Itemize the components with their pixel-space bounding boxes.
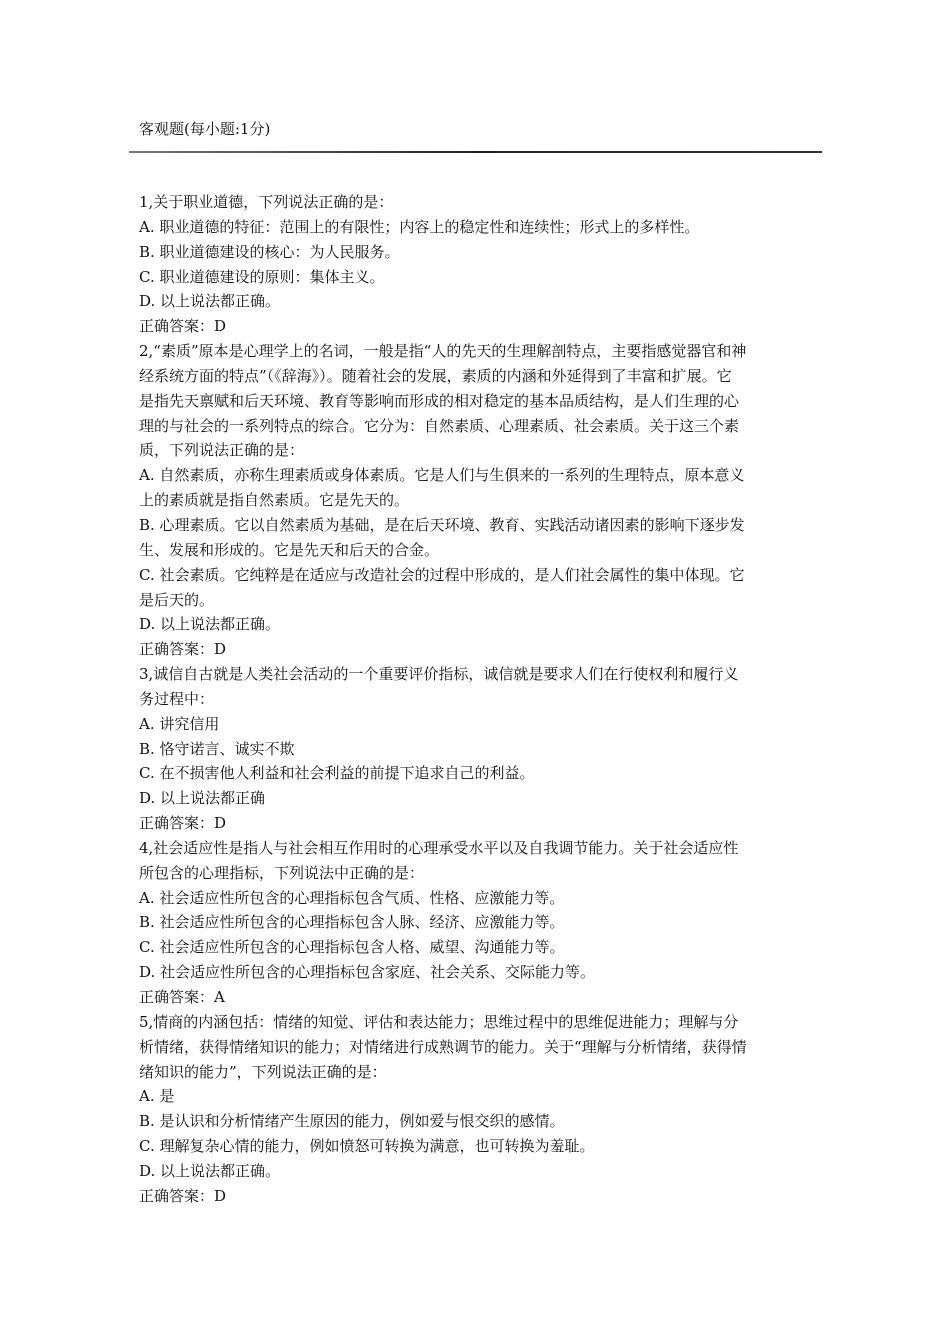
answer-option-line: D. 社会适应性所包含的心理指标包含家庭、社会关系、交际能力等。: [139, 963, 596, 982]
question-stem-line: 理的与社会的一系列特点的综合。它分为：自然素质、心理素质、社会素质。关于这三个素: [139, 416, 740, 435]
answer-option-line: A. 社会适应性所包含的心理指标包含气质、性格、应激能力等。: [139, 888, 565, 907]
question-stem-line: 2,“素质”原本是心理学上的名词，一般是指“人的先天的生理解剖特点，主要指感觉器官和神: [139, 342, 747, 361]
question-stem-line: 质，下列说法正确的是：: [139, 441, 305, 460]
correct-answer: 正确答案：D: [139, 814, 227, 833]
answer-option-line: A. 是: [139, 1087, 175, 1106]
answer-option-line: A. 自然素质，亦称生理素质或身体素质。它是人们与生俱来的一系列的生理特点，原本意义: [139, 466, 745, 485]
answer-option: [139, 761, 819, 786]
answer-option-line: B. 职业道德建设的核心：为人民服务。: [139, 242, 400, 261]
answer-option: [139, 786, 819, 811]
question-item: [139, 190, 819, 339]
answer-option-line: C. 理解复杂心情的能力，例如愤怒可转换为满意，也可转换为羞耻。: [139, 1137, 595, 1156]
question-stem-line: 所包含的心理指标，下列说法中正确的是：: [139, 863, 425, 882]
question-stem-line: 绪知识的能力”，下列说法正确的是：: [139, 1062, 387, 1081]
question-item: [139, 836, 819, 1010]
answer-option: [139, 240, 819, 265]
section-title: 客观题(每小题:1分): [139, 120, 271, 138]
answer-option-line: D. 以上说法都正确。: [139, 292, 281, 311]
question-item: [139, 662, 819, 836]
correct-answer: 正确答案：A: [139, 988, 225, 1006]
correct-answer: 正确答案：D: [139, 1186, 227, 1205]
correct-answer: 正确答案：D: [139, 640, 227, 659]
answer-option: [139, 1134, 819, 1159]
question-item: [139, 339, 819, 662]
question-stem-line: 务过程中：: [139, 689, 215, 708]
answer-option-line: B. 是认识和分析情绪产生原因的能力，例如爱与恨交织的感情。: [139, 1112, 565, 1131]
answer-option-line: C. 职业道德建设的原则：集体主义。: [139, 267, 385, 286]
answer-option: [139, 1159, 819, 1184]
answer-option: [139, 1084, 819, 1109]
answer-option: [139, 1109, 819, 1134]
answer-option-line: C. 社会适应性所包含的心理指标包含人格、威望、沟通能力等。: [139, 938, 565, 957]
answer-option: [139, 513, 819, 563]
answer-option-line: 上的素质就是指自然素质。它是先天的。: [139, 491, 410, 510]
answer-option-line: B. 社会适应性所包含的心理指标包含人脉、经济、应激能力等。: [139, 913, 565, 932]
answer-option: [139, 463, 819, 513]
answer-option: [139, 960, 819, 985]
answer-option-line: B. 心理素质。它以自然素质为基础，是在后天环境、教育、实践活动诸因素的影响下逐步发: [139, 515, 745, 534]
header-divider: [129, 151, 822, 153]
answer-option-line: D. 以上说法都正确: [139, 789, 266, 808]
answer-option: [139, 712, 819, 737]
answer-option: [139, 910, 819, 935]
answer-option: [139, 215, 819, 240]
answer-option-line: C. 社会素质。它纯粹是在适应与改造社会的过程中形成的，是人们社会属性的集中体现。它: [139, 565, 745, 584]
answer-option: [139, 886, 819, 911]
answer-option: [139, 612, 819, 637]
answer-option: [139, 737, 819, 762]
question-item: [139, 1010, 819, 1209]
question-list: [139, 190, 819, 1209]
answer-option: [139, 265, 819, 290]
question-stem-line: 3,诚信自古就是人类社会活动的一个重要评价指标，诚信就是要求人们在行使权利和履行义: [139, 665, 739, 684]
answer-option-line: D. 以上说法都正确。: [139, 615, 281, 634]
answer-option: [139, 935, 819, 960]
answer-option-line: A. 职业道德的特征：范围上的有限性；内容上的稳定性和连续性；形式上的多样性。: [139, 217, 700, 236]
correct-answer: 正确答案：D: [139, 317, 227, 336]
question-stem-line: 4,社会适应性是指人与社会相互作用时的心理承受水平以及自我调节能力。关于社会适应性: [139, 838, 739, 857]
answer-option-line: 生、发展和形成的。它是先天和后天的合金。: [139, 540, 440, 559]
answer-option-line: A. 讲究信用: [139, 714, 220, 733]
answer-option-line: B. 恪守诺言、诚实不欺: [139, 739, 295, 758]
answer-option: [139, 563, 819, 613]
answer-option-line: 是后天的。: [139, 590, 215, 609]
question-stem-line: 1,关于职业道德，下列说法正确的是：: [139, 193, 394, 211]
answer-option-line: D. 以上说法都正确。: [139, 1161, 281, 1180]
question-stem-line: 5,情商的内涵包括：情绪的知觉、评估和表达能力；思维过程中的思维促进能力；理解与分: [139, 1012, 739, 1031]
question-stem-line: 经系统方面的特点”（《辞海》）。随着社会的发展，素质的内涵和外延得到了丰富和扩展。它: [139, 366, 732, 385]
question-stem-line: 析情绪，获得情绪知识的能力；对情绪进行成熟调节的能力。关于“理解与分析情绪，获得情: [139, 1037, 747, 1056]
answer-option-line: C. 在不损害他人利益和社会利益的前提下追求自己的利益。: [139, 764, 535, 783]
question-stem-line: 是指先天禀赋和后天环境、教育等影响而形成的相对稳定的基本品质结构，是人们生理的心: [139, 391, 740, 410]
answer-option: [139, 289, 819, 314]
